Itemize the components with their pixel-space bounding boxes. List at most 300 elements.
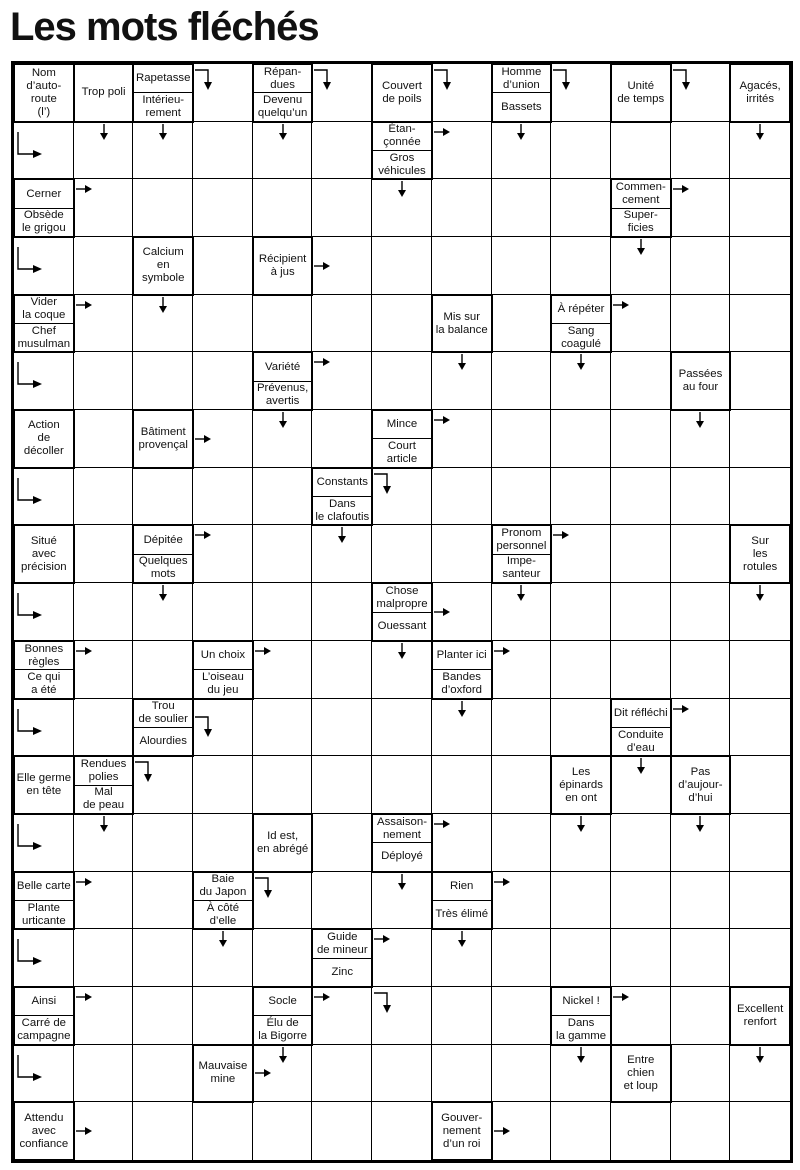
direction-arrow-icon [397, 874, 407, 890]
clue-text: Id est, en abrégé [256, 829, 309, 855]
clue-text: Conduite d’eau [612, 727, 670, 755]
clue-text: Zinc [313, 958, 371, 986]
direction-arrow-icon [255, 877, 275, 899]
clue-cell [13, 63, 75, 123]
clue-text: Trop poli [81, 86, 126, 99]
direction-arrow-icon [636, 239, 646, 255]
answer-cell[interactable] [432, 237, 492, 295]
answer-cell[interactable] [193, 756, 253, 814]
answer-cell[interactable] [253, 756, 313, 814]
direction-arrow-icon [99, 124, 109, 140]
clue-cell [192, 640, 254, 700]
answer-cell[interactable] [193, 179, 253, 237]
direction-arrow-icon [195, 434, 211, 444]
answer-cell[interactable] [671, 583, 731, 641]
direction-arrow-icon [76, 992, 92, 1002]
direction-arrow-icon [17, 247, 43, 275]
answer-cell[interactable] [74, 468, 134, 526]
answer-cell[interactable] [611, 814, 671, 872]
answer-cell[interactable] [730, 295, 790, 353]
direction-arrow-icon [673, 184, 689, 194]
answer-cell[interactable] [671, 987, 731, 1045]
answer-cell[interactable] [372, 1045, 432, 1103]
answer-cell[interactable] [193, 987, 253, 1045]
clue-text: Chef musulman [15, 323, 73, 351]
answer-cell[interactable] [432, 179, 492, 237]
direction-arrow-icon [457, 701, 467, 717]
clue-cell [371, 813, 433, 873]
answer-cell[interactable] [133, 1045, 193, 1103]
answer-cell[interactable] [432, 1045, 492, 1103]
clue-text: Vider la coque [22, 296, 66, 322]
answer-cell[interactable] [492, 410, 552, 468]
answer-cell[interactable] [730, 641, 790, 699]
direction-arrow-icon [494, 646, 510, 656]
clue-cell [371, 63, 433, 123]
clue-text: Étan- çonnée [383, 123, 421, 149]
clue-text: Socle [268, 995, 297, 1008]
answer-cell[interactable] [671, 1102, 731, 1160]
clue-cell [252, 813, 314, 873]
answer-cell[interactable] [312, 699, 372, 757]
answer-cell[interactable] [133, 179, 193, 237]
clue-text: Très élimé [433, 900, 491, 928]
clue-cell [550, 755, 612, 815]
answer-cell[interactable] [730, 468, 790, 526]
puzzle-title: Les mots fléchés [10, 5, 319, 49]
direction-arrow-icon [76, 300, 92, 310]
clue-text: Répan- dues [263, 65, 302, 91]
answer-cell[interactable] [551, 468, 611, 526]
answer-cell[interactable] [253, 929, 313, 987]
clue-text: Mal de peau [75, 785, 133, 813]
clue-cell [550, 294, 612, 354]
answer-cell[interactable] [253, 468, 313, 526]
answer-cell[interactable] [671, 1045, 731, 1103]
answer-cell[interactable] [312, 179, 372, 237]
answer-cell[interactable] [133, 814, 193, 872]
answer-cell[interactable] [671, 237, 731, 295]
clue-cell [670, 755, 732, 815]
clue-text: Mis sur la balance [435, 310, 488, 336]
answer-cell[interactable] [372, 237, 432, 295]
answer-cell[interactable] [551, 1102, 611, 1160]
clue-text: Baie du Japon [199, 873, 247, 899]
answer-cell[interactable] [671, 929, 731, 987]
answer-cell[interactable] [730, 756, 790, 814]
direction-arrow-icon [516, 124, 526, 140]
answer-cell[interactable] [611, 929, 671, 987]
answer-cell[interactable] [133, 641, 193, 699]
answer-cell[interactable] [730, 179, 790, 237]
answer-cell[interactable] [193, 814, 253, 872]
answer-cell[interactable] [492, 352, 552, 410]
answer-cell[interactable] [611, 641, 671, 699]
clue-text: Intérieu- rement [134, 92, 192, 120]
answer-cell[interactable] [551, 929, 611, 987]
answer-cell[interactable] [74, 699, 134, 757]
answer-cell[interactable] [551, 179, 611, 237]
answer-cell[interactable] [193, 122, 253, 180]
direction-arrow-icon [397, 643, 407, 659]
clue-cell [252, 63, 314, 123]
answer-cell[interactable] [312, 583, 372, 641]
direction-arrow-icon [695, 816, 705, 832]
answer-cell[interactable] [193, 237, 253, 295]
clue-cell [13, 1101, 75, 1161]
answer-cell[interactable] [133, 1102, 193, 1160]
clue-text: Un choix [200, 649, 246, 661]
answer-cell[interactable] [492, 295, 552, 353]
clue-cell [729, 986, 791, 1046]
direction-arrow-icon [434, 819, 450, 829]
direction-arrow-icon [314, 992, 330, 1002]
direction-arrow-icon [195, 69, 215, 91]
answer-cell[interactable] [432, 987, 492, 1045]
answer-cell[interactable] [74, 583, 134, 641]
clue-cell [610, 63, 672, 123]
clue-cell [132, 524, 194, 584]
direction-arrow-icon [673, 69, 693, 91]
clue-text: L’oiseau du jeu [194, 669, 252, 697]
clue-cell [431, 1101, 493, 1161]
clue-text: Sang coagulé [552, 323, 610, 351]
clue-cell [252, 351, 314, 411]
direction-arrow-icon [314, 69, 334, 91]
answer-cell[interactable] [133, 929, 193, 987]
answer-cell[interactable] [492, 814, 552, 872]
clue-cell [13, 178, 75, 238]
direction-arrow-icon [434, 69, 454, 91]
clue-cell [431, 294, 493, 354]
clue-text: Mauvaise mine [198, 1060, 248, 1086]
clue-cell [371, 409, 433, 469]
direction-arrow-icon [755, 124, 765, 140]
clue-text: Agacés, irrités [739, 79, 781, 105]
answer-cell[interactable] [551, 410, 611, 468]
direction-arrow-icon [755, 1047, 765, 1063]
direction-arrow-icon [434, 127, 450, 137]
clue-text: Ouessant [373, 612, 431, 640]
clue-text: Couvert de poils [382, 79, 422, 105]
answer-cell[interactable] [551, 122, 611, 180]
clue-text: Dans la gamme [552, 1015, 610, 1043]
clue-cell [729, 63, 791, 123]
answer-cell[interactable] [133, 468, 193, 526]
answer-cell[interactable] [611, 872, 671, 930]
clue-text: Les épinards en ont [559, 765, 603, 804]
clue-cell [13, 986, 75, 1046]
answer-cell[interactable] [730, 352, 790, 410]
clue-text: À répéter [557, 302, 605, 315]
answer-cell[interactable] [730, 814, 790, 872]
clue-text: Bassets [493, 92, 551, 120]
direction-arrow-icon [434, 415, 450, 425]
direction-arrow-icon [576, 1047, 586, 1063]
direction-arrow-icon [397, 181, 407, 197]
clue-text: Unité de temps [617, 79, 665, 105]
clue-text: Constants [316, 475, 368, 488]
clue-text: Devenu quelqu’un [254, 92, 312, 120]
clue-cell [371, 582, 433, 642]
clue-text: Gros véhicules [373, 150, 431, 178]
answer-cell[interactable] [312, 756, 372, 814]
clue-cell [550, 986, 612, 1046]
clue-cell [311, 928, 373, 988]
answer-cell[interactable] [611, 525, 671, 583]
direction-arrow-icon [374, 473, 394, 495]
clue-text: Variété [264, 360, 301, 373]
answer-cell[interactable] [432, 525, 492, 583]
direction-arrow-icon [17, 362, 43, 390]
clue-cell [610, 178, 672, 238]
answer-cell[interactable] [492, 929, 552, 987]
answer-cell[interactable] [730, 699, 790, 757]
clue-text: Calcium en symbole [142, 246, 185, 285]
answer-cell[interactable] [253, 699, 313, 757]
answer-cell[interactable] [193, 583, 253, 641]
clue-text: Passées au four [678, 368, 723, 394]
direction-arrow-icon [457, 931, 467, 947]
clue-text: Pas d’aujour- d’hui [678, 765, 723, 804]
answer-cell[interactable] [730, 410, 790, 468]
clue-text: Rien [449, 879, 474, 892]
answer-cell[interactable] [551, 641, 611, 699]
answer-cell[interactable] [551, 237, 611, 295]
direction-arrow-icon [255, 646, 271, 656]
direction-arrow-icon [76, 184, 92, 194]
crossword-grid [11, 61, 793, 1163]
direction-arrow-icon [17, 709, 43, 737]
answer-cell[interactable] [372, 525, 432, 583]
direction-arrow-icon [17, 132, 43, 160]
answer-cell[interactable] [671, 468, 731, 526]
answer-cell[interactable] [312, 1102, 372, 1160]
answer-cell[interactable] [671, 295, 731, 353]
clue-text: Obsède le grigou [15, 208, 73, 236]
clue-text: Attendu avec confiance [19, 1111, 69, 1150]
clue-text: Trou de soulier [138, 700, 188, 726]
direction-arrow-icon [218, 931, 228, 947]
clue-text: Planter ici [436, 649, 487, 661]
direction-arrow-icon [636, 758, 646, 774]
clue-cell [610, 698, 672, 758]
answer-cell[interactable] [74, 525, 134, 583]
answer-cell[interactable] [492, 987, 552, 1045]
answer-cell[interactable] [372, 756, 432, 814]
clue-text: Rapetasse [135, 72, 191, 85]
clue-cell [252, 236, 314, 296]
answer-cell[interactable] [372, 699, 432, 757]
direction-arrow-icon [158, 585, 168, 601]
direction-arrow-icon [76, 646, 92, 656]
answer-cell[interactable] [74, 237, 134, 295]
answer-cell[interactable] [74, 1045, 134, 1103]
clue-text: Déployé [373, 842, 431, 870]
answer-cell[interactable] [611, 122, 671, 180]
direction-arrow-icon [76, 877, 92, 887]
answer-cell[interactable] [312, 295, 372, 353]
clue-text: Prévenus, avertis [254, 381, 312, 409]
answer-cell[interactable] [551, 699, 611, 757]
direction-arrow-icon [576, 354, 586, 370]
clue-text: Dans le clafoutis [315, 497, 370, 523]
direction-arrow-icon [434, 607, 450, 617]
answer-cell[interactable] [253, 525, 313, 583]
direction-arrow-icon [158, 297, 168, 313]
answer-cell[interactable] [492, 468, 552, 526]
clue-cell [729, 524, 791, 584]
clue-text: Bandes d’oxford [433, 669, 491, 697]
clue-text: Alourdies [134, 727, 192, 755]
answer-cell[interactable] [372, 352, 432, 410]
direction-arrow-icon [374, 992, 394, 1014]
direction-arrow-icon [17, 1055, 43, 1083]
clue-text: Mince [386, 418, 418, 431]
clue-cell [491, 63, 553, 123]
clue-cell [192, 871, 254, 931]
clue-text: Commen- cement [615, 181, 666, 207]
answer-cell[interactable] [74, 929, 134, 987]
clue-text: Excellent renfort [737, 1002, 784, 1028]
answer-cell[interactable] [312, 122, 372, 180]
clue-text: Ainsi [31, 995, 57, 1008]
direction-arrow-icon [99, 816, 109, 832]
answer-cell[interactable] [253, 583, 313, 641]
answer-cell[interactable] [730, 929, 790, 987]
direction-arrow-icon [17, 824, 43, 852]
clue-text: Situé avec précision [21, 534, 67, 573]
answer-cell[interactable] [611, 410, 671, 468]
clue-text: Plante urticante [15, 900, 73, 928]
clue-text: Belle carte [16, 879, 71, 892]
answer-cell[interactable] [133, 872, 193, 930]
clue-text: Nickel ! [562, 995, 600, 1008]
clue-text: Bâtiment provençal [138, 425, 188, 451]
answer-cell[interactable] [671, 641, 731, 699]
answer-cell[interactable] [611, 583, 671, 641]
answer-cell[interactable] [492, 699, 552, 757]
clue-cell [311, 467, 373, 527]
answer-cell[interactable] [312, 1045, 372, 1103]
direction-arrow-icon [673, 704, 689, 714]
clue-cell [192, 1044, 254, 1104]
answer-cell[interactable] [492, 237, 552, 295]
answer-cell[interactable] [193, 1102, 253, 1160]
clue-cell [132, 63, 194, 123]
clue-text: Bonnes règles [24, 642, 64, 668]
direction-arrow-icon [457, 354, 467, 370]
clue-cell [132, 236, 194, 296]
answer-cell[interactable] [133, 352, 193, 410]
answer-cell[interactable] [611, 352, 671, 410]
clue-text: Gouver- nement d’un roi [441, 1111, 483, 1150]
answer-cell[interactable] [253, 1102, 313, 1160]
answer-cell[interactable] [253, 295, 313, 353]
answer-cell[interactable] [551, 583, 611, 641]
clue-text: Récipient à jus [258, 252, 307, 278]
clue-text: Dépitée [143, 533, 183, 546]
answer-cell[interactable] [372, 1102, 432, 1160]
clue-text: À côté d’elle [194, 900, 252, 928]
clue-text: Sur les rotules [743, 534, 778, 573]
answer-cell[interactable] [432, 756, 492, 814]
direction-arrow-icon [17, 593, 43, 621]
answer-cell[interactable] [730, 872, 790, 930]
answer-cell[interactable] [492, 179, 552, 237]
answer-cell[interactable] [611, 1102, 671, 1160]
clue-text: Cerner [26, 187, 62, 200]
answer-cell[interactable] [312, 814, 372, 872]
answer-cell[interactable] [312, 872, 372, 930]
answer-cell[interactable] [74, 410, 134, 468]
answer-cell[interactable] [193, 352, 253, 410]
direction-arrow-icon [494, 877, 510, 887]
clue-cell [13, 409, 75, 469]
direction-arrow-icon [314, 357, 330, 367]
direction-arrow-icon [278, 124, 288, 140]
clue-text: Entre chien et loup [623, 1053, 658, 1092]
direction-arrow-icon [695, 412, 705, 428]
answer-cell[interactable] [133, 987, 193, 1045]
answer-cell[interactable] [193, 468, 253, 526]
answer-cell[interactable] [611, 468, 671, 526]
clue-text: Assaison- nement [376, 815, 427, 841]
direction-arrow-icon [755, 585, 765, 601]
clue-cell [13, 524, 75, 584]
clue-cell [13, 640, 75, 700]
direction-arrow-icon [278, 412, 288, 428]
direction-arrow-icon [255, 1068, 271, 1078]
answer-cell[interactable] [74, 352, 134, 410]
clue-cell [431, 871, 493, 931]
answer-cell[interactable] [671, 525, 731, 583]
clue-cell [13, 871, 75, 931]
clue-text: Carré de campagne [15, 1015, 73, 1043]
answer-cell[interactable] [730, 237, 790, 295]
direction-arrow-icon [553, 69, 573, 91]
direction-arrow-icon [76, 1126, 92, 1136]
clue-cell [13, 294, 75, 354]
clue-text: Super- ficies [612, 208, 670, 236]
clue-text: Homme d’union [501, 65, 542, 91]
answer-cell[interactable] [312, 410, 372, 468]
clue-text: Action de décoller [23, 419, 64, 458]
answer-cell[interactable] [193, 295, 253, 353]
answer-cell[interactable] [312, 641, 372, 699]
clue-text: Impe- santeur [493, 554, 551, 582]
direction-arrow-icon [17, 478, 43, 506]
answer-cell[interactable] [492, 1045, 552, 1103]
clue-text: Quelques mots [134, 554, 192, 582]
clue-text: Court article [373, 438, 431, 466]
clue-text: Chose malpropre [376, 584, 428, 610]
answer-cell[interactable] [730, 1102, 790, 1160]
direction-arrow-icon [494, 1126, 510, 1136]
answer-cell[interactable] [372, 295, 432, 353]
answer-cell[interactable] [432, 468, 492, 526]
clue-text: Rendues polies [80, 757, 127, 783]
answer-cell[interactable] [492, 756, 552, 814]
answer-cell[interactable] [671, 122, 731, 180]
clue-text: Dit réfléchi [613, 706, 668, 719]
clue-cell [132, 698, 194, 758]
answer-cell[interactable] [551, 872, 611, 930]
answer-cell[interactable] [671, 872, 731, 930]
clue-cell [13, 755, 75, 815]
answer-cell[interactable] [253, 179, 313, 237]
direction-arrow-icon [195, 716, 215, 738]
